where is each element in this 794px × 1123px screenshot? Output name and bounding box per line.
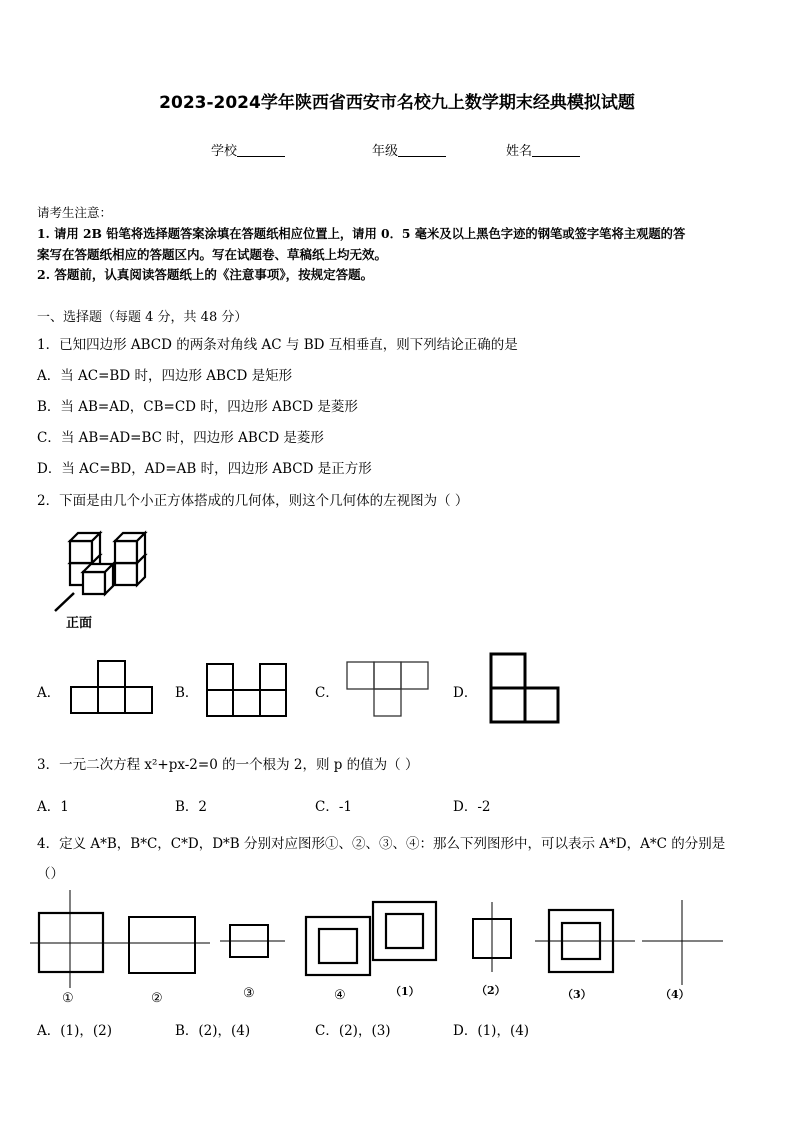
grade-field: [372, 140, 446, 159]
q3-option-b: B．2: [175, 799, 208, 815]
notice-heading: 请考生注意：: [37, 205, 113, 220]
notice-item1-line1: 1. 请用 2B 铅笔将选择题答案涂填在答题纸相应位置上，请用 0．5 毫米及以上黑色字迹的钢笔或签字笔将主观题的答: [37, 226, 686, 241]
q1-option-b: B．当 AB=AD，CB=CD 时，四边形 ABCD 是菱形: [37, 399, 358, 415]
notice-item1-line2: 案写在答题纸相应的答题区内。写在试题卷、草稿纸上均无效。: [37, 247, 388, 262]
grade-blank: [398, 144, 446, 157]
q3-option-a: A．1: [37, 799, 69, 815]
fig-label-4: ④: [334, 988, 346, 1003]
q4-option-b: B．(2)，(4): [175, 1023, 251, 1039]
notice-item2: 2. 答题前，认真阅读答题纸上的《注意事项》，按规定答题。: [37, 267, 374, 282]
school-label: 学校: [211, 144, 238, 159]
q2-option-b-label: B．: [175, 685, 199, 701]
q4-option-d: D．(1)，(4): [453, 1023, 530, 1039]
q1-stem: 1．已知四边形 ABCD 的两条对角线 AC 与 BD 互相垂直，则下列结论正确的是: [37, 337, 518, 353]
fig-label-1: ①: [62, 991, 74, 1006]
q1-option-c: C．当 AB=AD=BC 时，四边形 ABCD 是菱形: [37, 430, 324, 446]
cube-stack-figure: [50, 525, 160, 615]
q2-option-d-label: D．: [453, 685, 478, 701]
grade-label: 年级: [372, 144, 399, 159]
page-title: 2023-2024学年陕西省西安市名校九上数学期末经典模拟试题: [159, 93, 635, 113]
fig-label-(3): （3）: [562, 988, 592, 1001]
q2-option-b-figure: [206, 663, 288, 719]
q4-stem-line1: 4．定义 A*B，B*C，C*D，D*B 分别对应图形①、②、③、④：那么下列图形中，可以表示 A*D，A*C 的分别是: [37, 836, 726, 852]
front-label: 正面: [66, 616, 93, 631]
q4-option-c: C．(2)，(3): [315, 1023, 391, 1039]
q3-stem: 3．一元二次方程 x²+px-2=0 的一个根为 2，则 p 的值为（ ）: [37, 757, 419, 773]
fig-label-(1): （1）: [390, 985, 420, 998]
q1-option-a: A．当 AC=BD 时，四边形 ABCD 是矩形: [37, 368, 293, 384]
name-field: [506, 140, 580, 159]
school-blank: [237, 144, 285, 157]
fig-label-(4): （4）: [660, 988, 690, 1001]
fig-label-3: ③: [243, 986, 255, 1001]
name-label: 姓名: [506, 144, 533, 159]
q2-option-c-label: C．: [315, 685, 339, 701]
q2-option-a-figure: [70, 660, 154, 715]
q3-option-c: C．-1: [315, 799, 352, 815]
name-blank: [532, 144, 580, 157]
school-field: [211, 140, 285, 159]
section-heading: 一、选择题（每题 4 分，共 48 分）: [37, 310, 248, 325]
q2-option-d-figure: [489, 652, 561, 724]
q2-option-c-figure: [346, 661, 430, 717]
q3-option-d: D．-2: [453, 799, 491, 815]
fig-label-2: ②: [151, 991, 163, 1006]
q2-stem: 2．下面是由几个小正方体搭成的几何体，则这个几何体的左视图为（ ）: [37, 493, 469, 509]
q1-option-d: D．当 AC=BD，AD=AB 时，四边形 ABCD 是正方形: [37, 461, 372, 477]
q2-option-a-label: A．: [37, 685, 61, 701]
fig-label-(2): （2）: [476, 984, 506, 997]
q4-option-a: A．(1)，(2): [37, 1023, 112, 1039]
q4-stem-line2: （）: [37, 866, 64, 882]
